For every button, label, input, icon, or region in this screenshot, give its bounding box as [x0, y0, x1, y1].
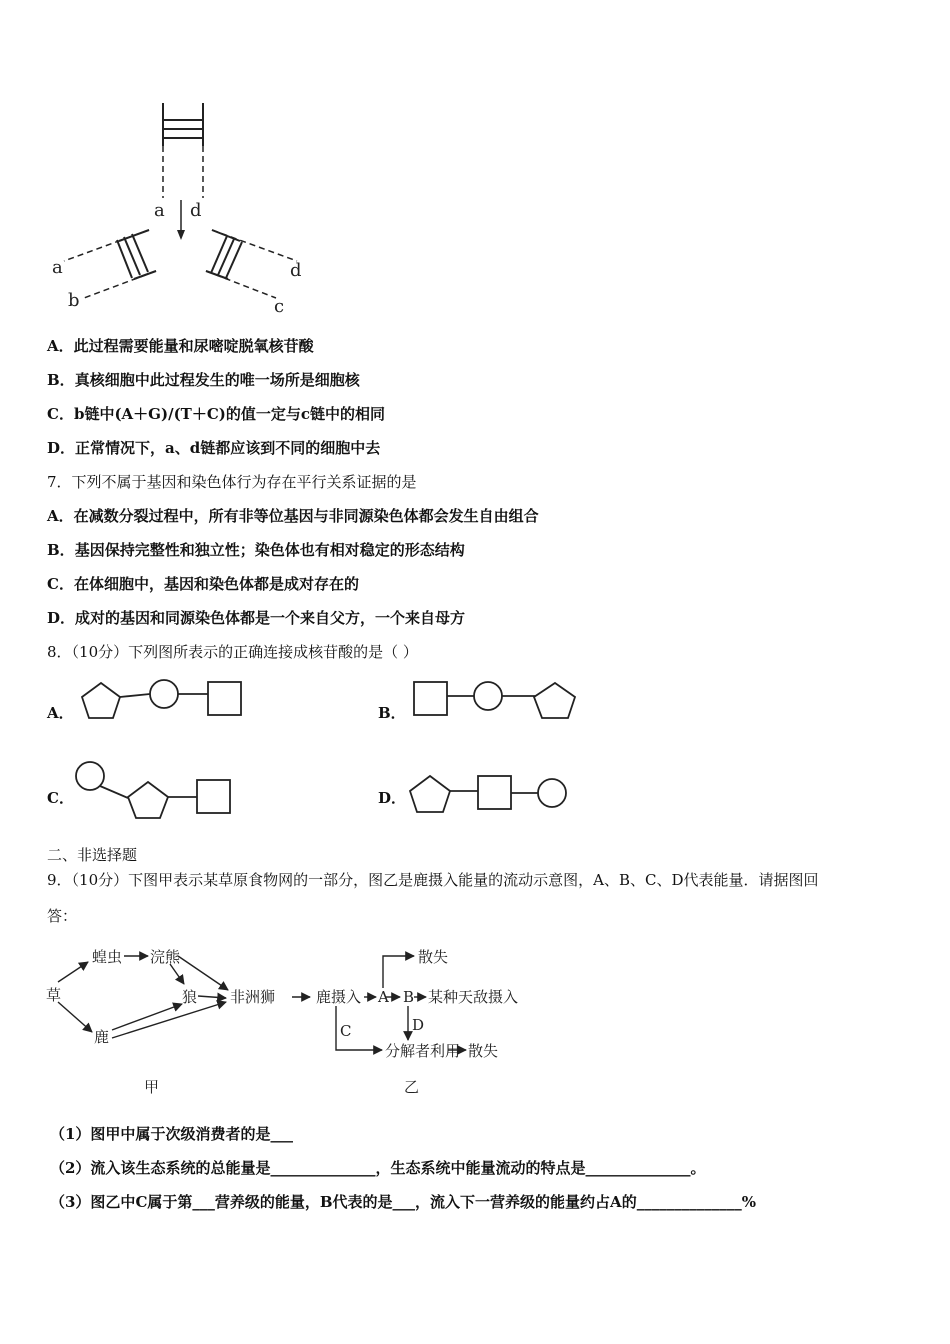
q7-option-a: A．在减数分裂过程中，所有非等位基因与非同源染色体都会发生自由组合 — [47, 507, 539, 525]
energy-deer-intake: 鹿摄入 — [316, 988, 362, 1006]
q8-label-d: D． — [378, 789, 407, 807]
energy-predator: 某种天敌摄入 — [428, 988, 519, 1006]
food-web-grass: 草 — [46, 986, 62, 1004]
food-web-lion: 非洲狮 — [230, 988, 276, 1006]
q6-option-b: B．真核细胞中此过程发生的唯一场所是细胞核 — [47, 371, 360, 389]
q7-option-b: B．基因保持完整性和独立性；染色体也有相对稳定的形态结构 — [47, 541, 465, 559]
q7-stem: 7．下列不属于基因和染色体行为存在平行关系证据的是 — [47, 473, 417, 491]
energy-flow-caption: 乙 — [404, 1078, 420, 1096]
q8-figure-c — [72, 760, 242, 820]
section2-title: 二、非选择题 — [47, 846, 138, 864]
q9-stem-line1: 9．（10分）下图甲表示某草原食物网的一部分，图乙是鹿摄入能量的流动示意图，A、B、C、D代表能量．请据图回 — [47, 871, 819, 889]
food-web-caption: 甲 — [144, 1078, 160, 1096]
label-a-left: a — [52, 257, 63, 278]
label-a-top: a — [154, 200, 165, 221]
q8-label-c: C． — [47, 789, 74, 807]
food-web-wolf: 狼 — [182, 988, 198, 1006]
q7-option-d: D．成对的基因和同源染色体都是一个来自父方，一个来自母方 — [47, 609, 466, 627]
energy-lost-top: 散失 — [418, 948, 449, 966]
q8-figure-a — [76, 678, 246, 723]
q6-option-a: A．此过程需要能量和尿嘧啶脱氧核苷酸 — [47, 337, 314, 355]
energy-a: A — [378, 988, 389, 1006]
q8-label-a: A． — [47, 704, 74, 722]
label-b-left: b — [68, 290, 80, 311]
q7-option-c: C．在体细胞中，基因和染色体都是成对存在的 — [47, 575, 359, 593]
q6-option-d: D．正常情况下，a、d链都应该到不同的细胞中去 — [47, 439, 381, 457]
food-web-locust: 蝗虫 — [92, 948, 123, 966]
energy-lost-bottom: 散失 — [468, 1042, 499, 1060]
q8-label-b: B． — [378, 704, 406, 722]
energy-flow-figure — [290, 940, 540, 1100]
label-d-right: d — [290, 260, 302, 281]
q8-figure-b — [410, 678, 585, 723]
energy-decomposer: 分解者利用 — [385, 1042, 461, 1060]
q9-sub2: （2）流入该生态系统的总能量是______________，生态系统中能量流动的特点是______________。 — [50, 1159, 706, 1177]
food-web-bear: 浣熊 — [150, 948, 181, 966]
food-web-deer: 鹿 — [94, 1028, 110, 1046]
dna-replication-figure — [44, 98, 344, 323]
q8-figure-d — [408, 772, 578, 817]
label-c-right: c — [274, 296, 285, 317]
q9-sub3: （3）图乙中C属于第___营养级的能量，B代表的是___，流入下一营养级的能量约占A的______________% — [50, 1193, 756, 1211]
q6-option-c: C．b链中(A＋G)/(T＋C)的值一定与c链中的相同 — [47, 405, 385, 423]
q9-sub1: （1）图甲中属于次级消费者的是___ — [50, 1125, 293, 1143]
energy-d: D — [412, 1016, 425, 1034]
energy-b: B — [403, 988, 415, 1006]
q8-stem: 8．（10分）下列图所表示的正确连接成核苷酸的是（ ） — [47, 643, 418, 661]
label-d-top: d — [190, 200, 202, 221]
food-web-figure — [44, 940, 284, 1100]
q9-stem-line2: 答： — [47, 907, 78, 925]
energy-c: C — [340, 1022, 352, 1040]
